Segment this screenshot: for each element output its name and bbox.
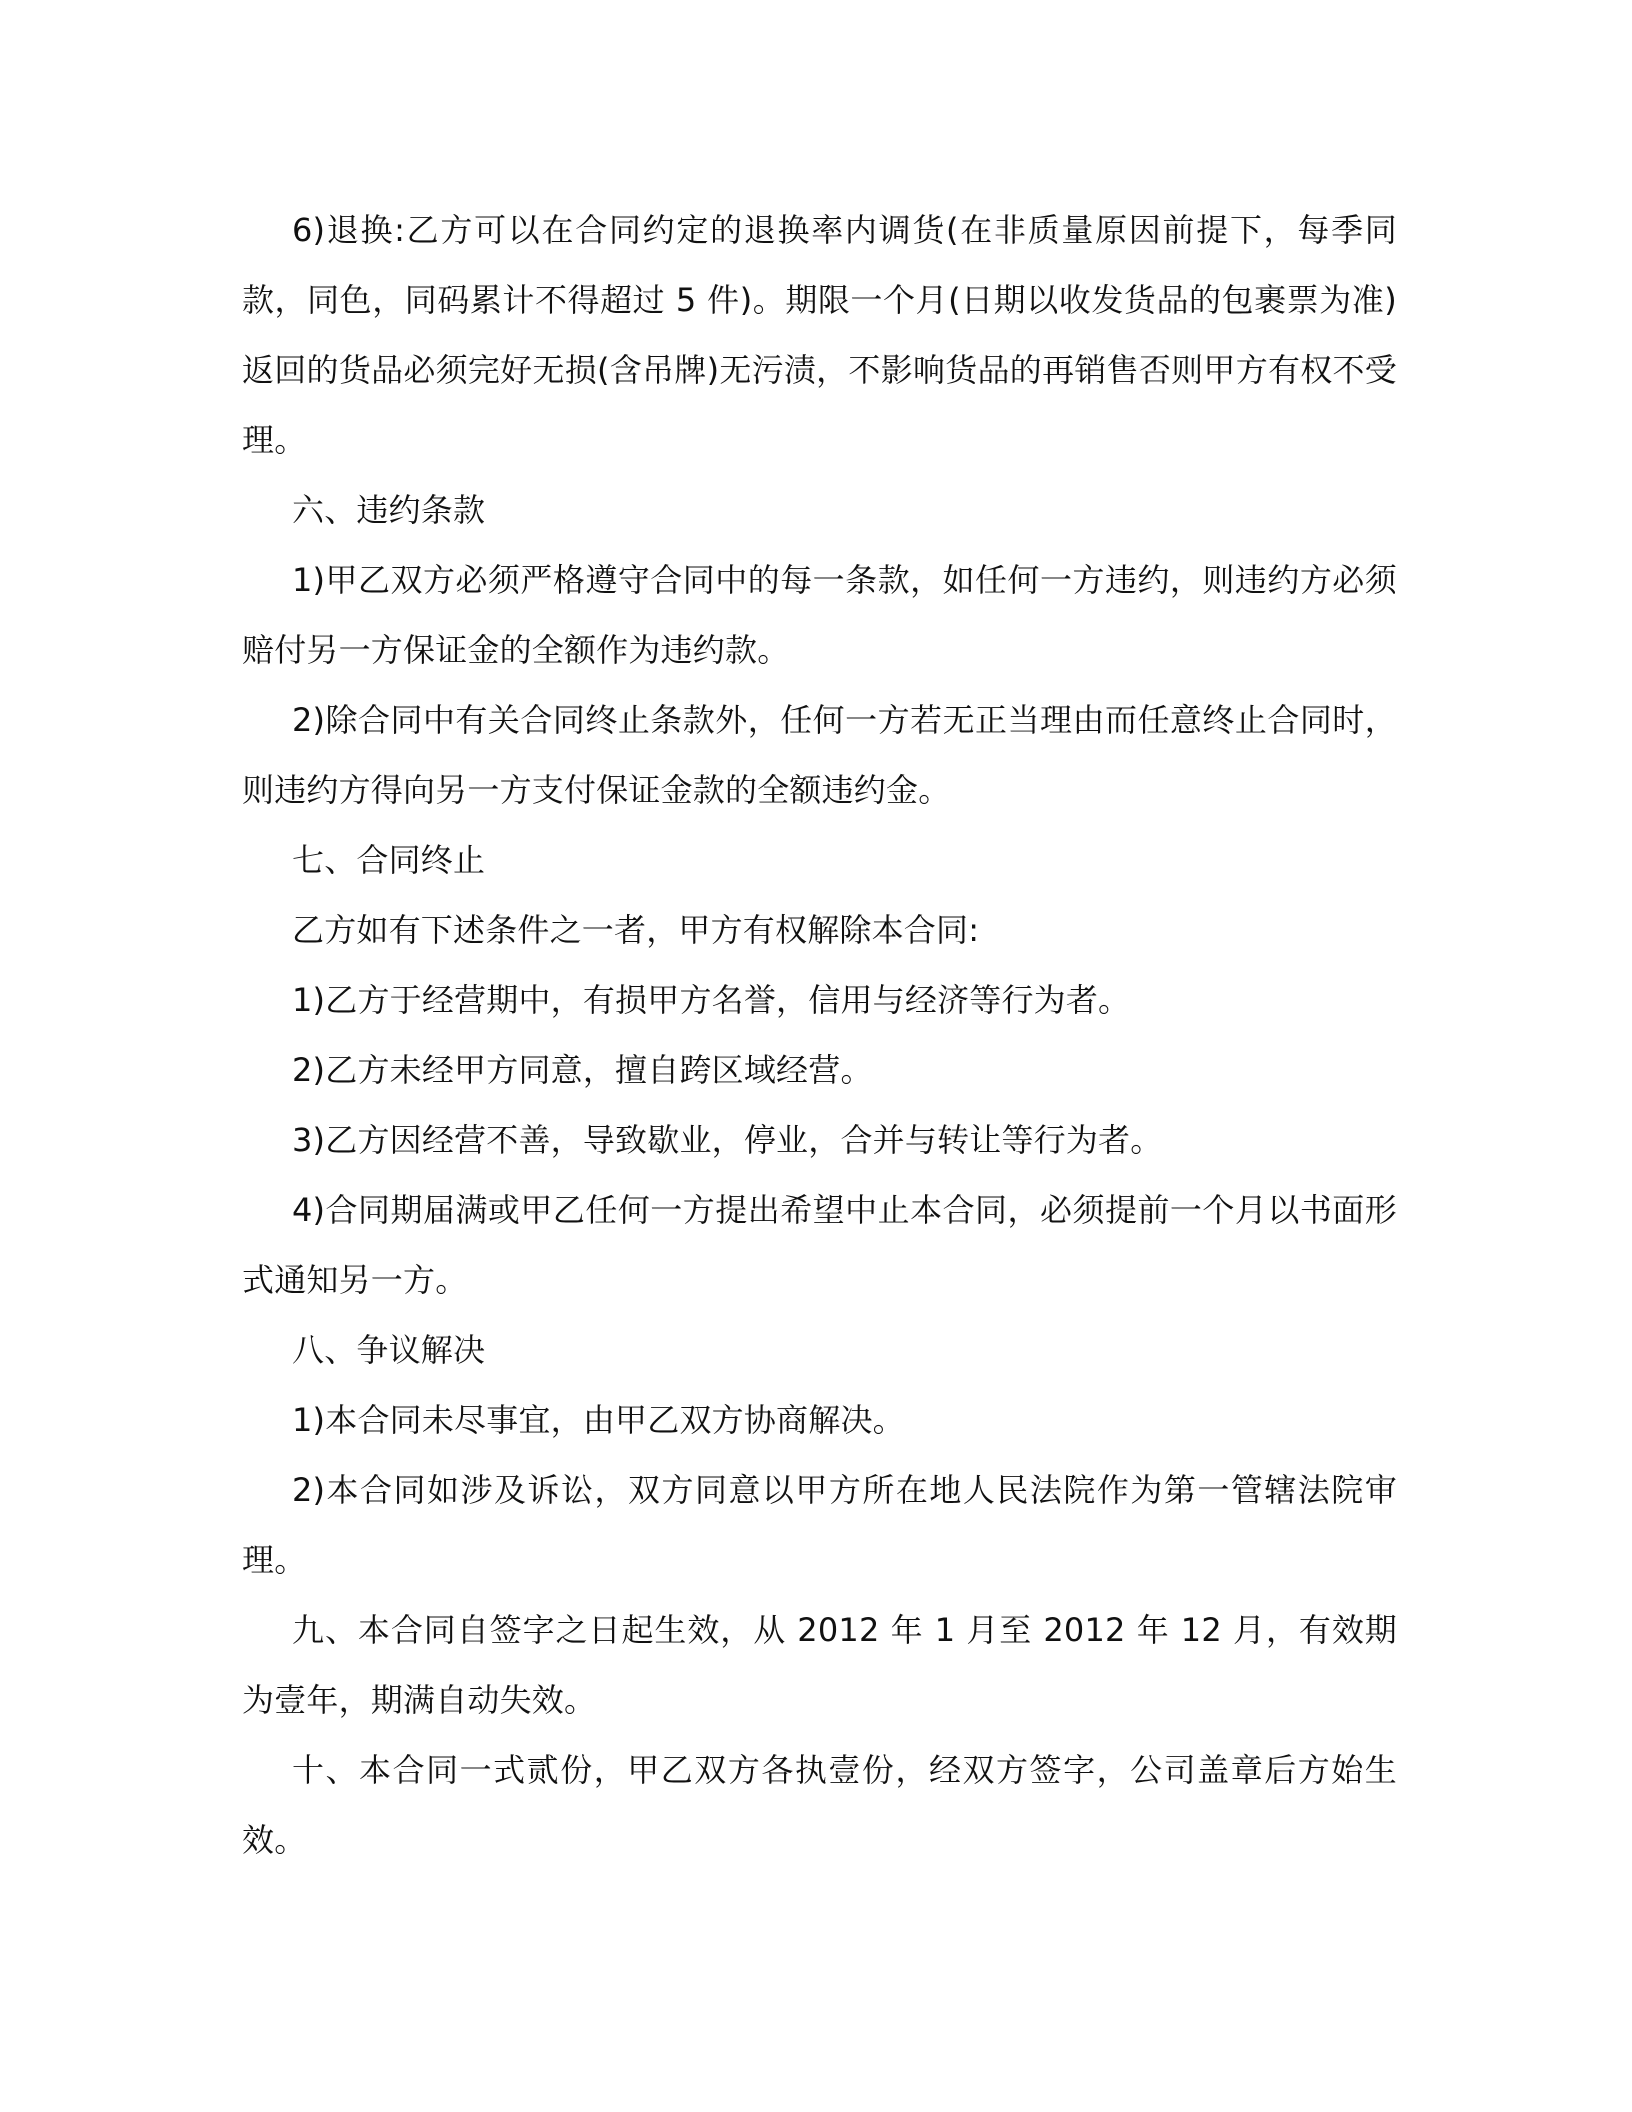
document-body	[242, 195, 1397, 1875]
section-copies: 十、本合同一式贰份，甲乙双方各执壹份，经双方签字，公司盖章后方始生效。	[242, 1751, 1397, 1859]
termination-clause-4: 4)合同期届满或甲乙任何一方提出希望中止本合同，必须提前一个月以书面形式通知另一方。	[242, 1191, 1397, 1299]
breach-clause-2: 2)除合同中有关合同终止条款外，任何一方若无正当理由而任意终止合同时，则违约方得向另一方支付保证金款的全额违约金。	[242, 701, 1397, 809]
clause-6-exchange: 6)退换:乙方可以在合同约定的退换率内调货(在非质量原因前提下，每季同款，同色，同码累计不得超过 5 件)。期限一个月(日期以收发货品的包裹票为准)返回的货品必须完好无损(含吊牌)无污渍，不影响货品的再销售否则甲方有权不受理。	[242, 211, 1397, 459]
termination-intro: 乙方如有下述条件之一者，甲方有权解除本合同:	[292, 911, 980, 949]
termination-clause-3: 3)乙方因经营不善，导致歇业，停业，合并与转让等行为者。	[292, 1121, 1163, 1159]
termination-clause-1: 1)乙方于经营期中，有损甲方名誉，信用与经济等行为者。	[292, 981, 1131, 1019]
section-effective-date: 九、本合同自签字之日起生效，从 2012 年 1 月至 2012 年 12 月，有效期为壹年，期满自动失效。	[242, 1611, 1397, 1719]
section-heading-breach: 六、违约条款	[292, 491, 486, 529]
termination-clause-2: 2)乙方未经甲方同意，擅自跨区域经营。	[292, 1051, 873, 1089]
breach-clause-1: 1)甲乙双方必须严格遵守合同中的每一条款，如任何一方违约，则违约方必须赔付另一方保证金的全额作为违约款。	[242, 561, 1397, 669]
dispute-clause-1: 1)本合同未尽事宜，由甲乙双方协商解决。	[292, 1401, 905, 1439]
section-heading-termination: 七、合同终止	[292, 841, 486, 879]
section-heading-dispute: 八、争议解决	[292, 1331, 486, 1369]
dispute-clause-2: 2)本合同如涉及诉讼，双方同意以甲方所在地人民法院作为第一管辖法院审理。	[242, 1471, 1397, 1579]
